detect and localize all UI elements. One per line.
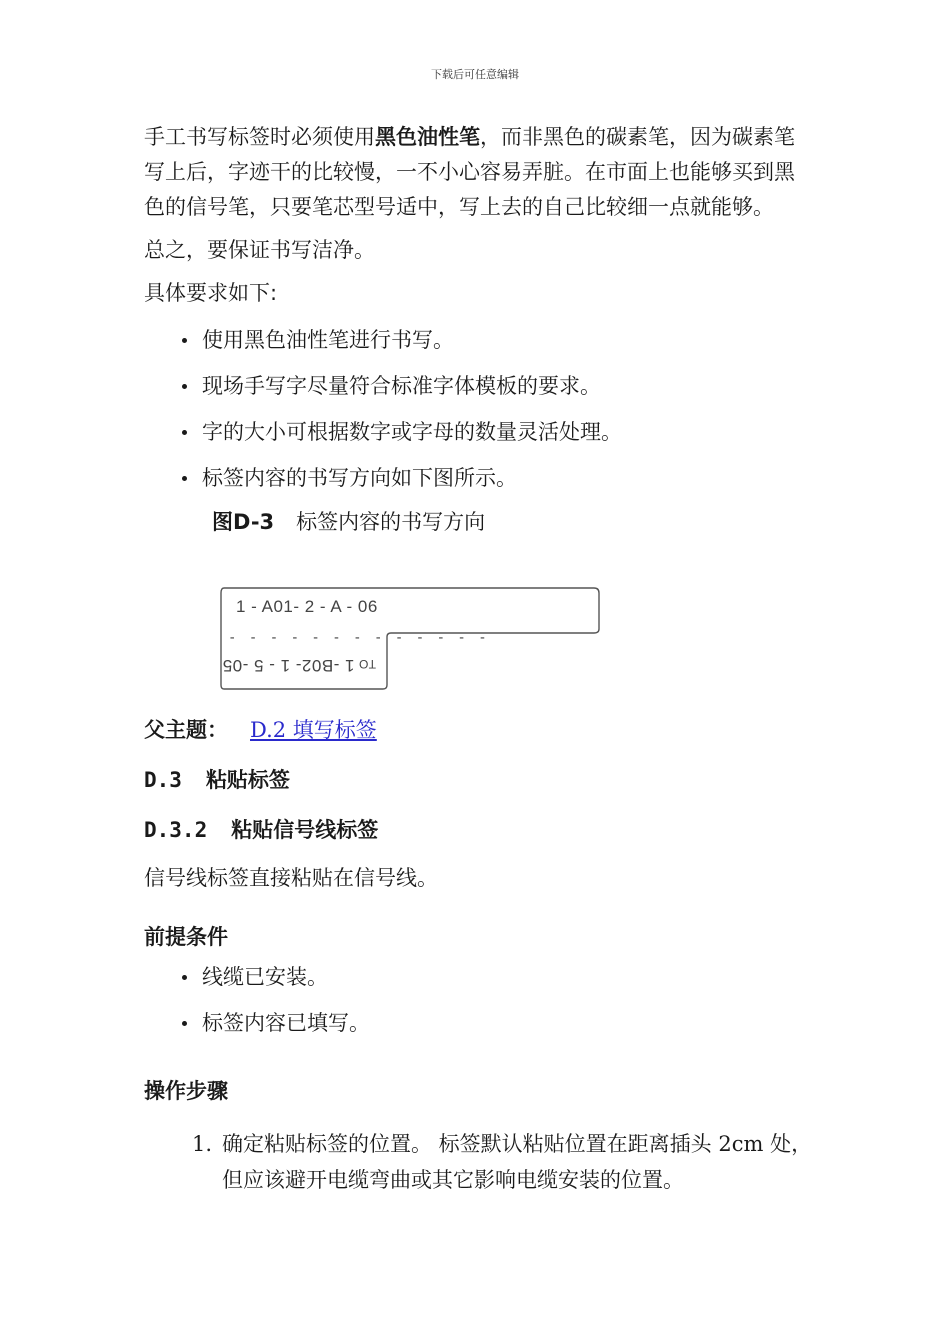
list-item: 现场手写字尽量符合标准字体模板的要求。: [182, 363, 814, 409]
prereq-heading: 前提条件: [144, 925, 228, 949]
label-to-text: TO: [358, 657, 376, 671]
step-text-c: 处，但应该避开电缆弯曲或其它影响电缆安装的位置。: [222, 1132, 813, 1192]
document-body: [144, 120, 814, 1198]
list-item: [192, 1126, 814, 1198]
list-item: 字的大小可根据数字或字母的数量灵活处理。: [182, 409, 814, 455]
intro-text-a: 手工书写标签时必须使用: [144, 125, 375, 149]
intro-paragraph-2: 总之，要保证书写洁净。: [144, 238, 375, 262]
prereq-list: [144, 954, 814, 1046]
step-number: 1.: [192, 1132, 213, 1156]
list-item: 标签内容已填写。: [182, 1000, 814, 1046]
intro-text-b: ，而非黑色的碳素笔，因为碳素笔写上后，字迹干的比较慢，一不小心容易弄脏。在市面上也能够买到黑色的信号笔，只要笔芯型号适中，写上去的自己比较细一点就能够。: [144, 125, 795, 219]
steps-heading: 操作步骤: [144, 1079, 228, 1103]
subsection-description: 信号线标签直接粘贴在信号线。: [144, 866, 438, 890]
intro-paragraph-1: [144, 120, 814, 225]
label-direction-figure: [220, 587, 600, 691]
steps-list: [144, 1126, 814, 1198]
step-text-a: 确定粘贴标签的位置。 标签默认粘贴位置在距离插头: [222, 1132, 712, 1156]
section-number: D.3: [144, 768, 182, 792]
parent-topic-link[interactable]: D.2 填写标签: [250, 718, 377, 742]
requirements-list: [144, 317, 814, 501]
page-header: 下载后可任意编辑: [431, 68, 519, 81]
section-title: 粘贴标签: [205, 768, 290, 792]
step-text-b: 2cm: [718, 1132, 764, 1156]
subsection-number: D.3.2: [144, 818, 208, 842]
section-heading: [144, 763, 814, 797]
list-item: 使用黑色油性笔进行书写。: [182, 317, 814, 363]
parent-topic: [144, 713, 814, 747]
label-fold-line: - - - - - - - - - - - - -: [228, 630, 489, 646]
label-bottom-value: 1 -B02- 1 - 5 -05: [222, 656, 355, 675]
subsection-heading: [144, 813, 814, 847]
label-bottom-text: [222, 655, 376, 675]
label-top-text: 1 - A01- 2 - A - 06: [236, 597, 378, 616]
parent-topic-label: 父主题：: [144, 718, 228, 742]
subsection-title: 粘贴信号线标签: [231, 818, 379, 842]
figure-number: 图D-3: [212, 510, 275, 534]
list-item: 标签内容的书写方向如下图所示。: [182, 455, 814, 501]
intro-bold-term: 黑色油性笔: [375, 125, 480, 149]
list-item: 线缆已安装。: [182, 954, 814, 1000]
figure-title: 标签内容的书写方向: [296, 510, 486, 534]
figure-caption: [212, 507, 814, 537]
intro-paragraph-3: 具体要求如下:: [144, 281, 278, 305]
